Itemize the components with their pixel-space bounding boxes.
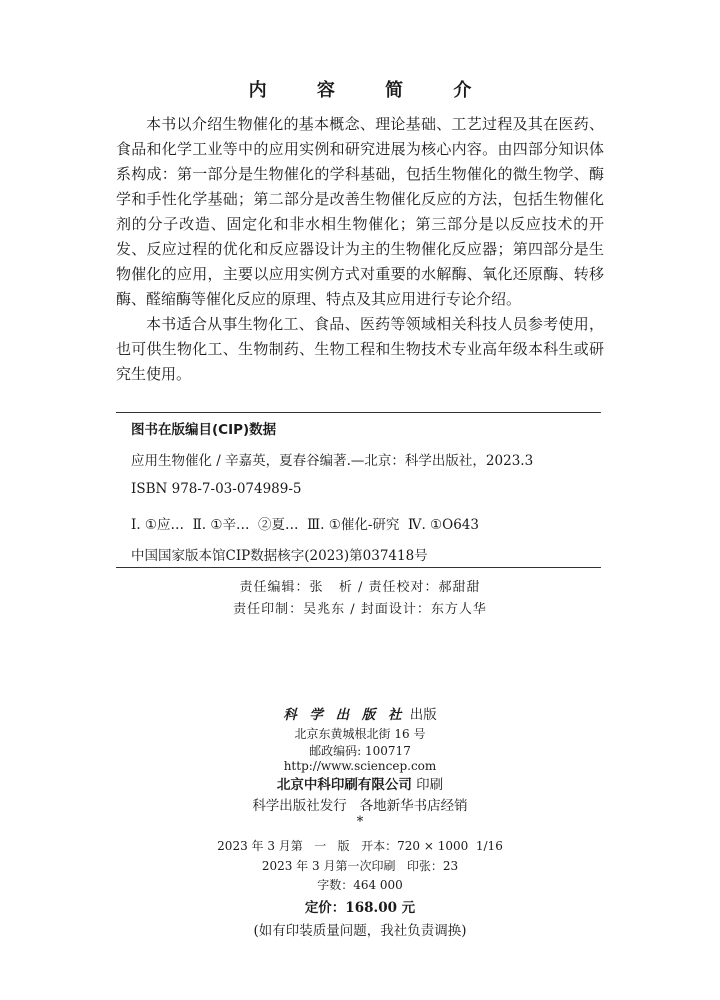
publisher-postcode: 邮政编码: 100717 [309,744,411,758]
printer-line [0,773,720,793]
cip-record-number: 中国国家版本馆CIP数据核字(2023)第037418号 [131,548,428,564]
word-count: 字数：464 000 [317,878,403,892]
staff-editors: 责任编辑：张 析 / 责任校对：郝甜甜 [239,580,481,595]
cip-heading: 图书在版编目(CIP)数据 [131,422,277,438]
publisher-suffix: 出版 [409,707,437,723]
cip-isbn: ISBN 978-7-03-074989-5 [131,481,302,497]
cip-title-line: 应用生物催化 / 辛嘉英，夏春谷编著.—北京：科学出版社，2023.3 [131,453,534,469]
printer-suffix: 印刷 [416,777,444,793]
quality-notice: (如有印装质量问题，我社负责调换) [253,923,467,939]
cip-classification: Ⅰ. ①应… Ⅱ. ①辛… ②夏… Ⅲ. ①催化-研究 Ⅳ. ①O643 [131,517,479,533]
publisher-name: 科 学 出 版 社 [283,707,406,723]
price: 定价：168.00 元 [304,900,416,916]
cip-bottom-rule [116,567,601,568]
cip-top-rule [116,412,601,413]
page-title: 内 容 简 介 [248,80,494,101]
publisher-address: 北京东黄城根北街 16 号 [294,727,426,741]
edition-line: 2023 年 3 月第 一 版 开本：720 × 1000 1/16 [217,839,503,853]
distribution-line: 科学出版社发行 各地新华书店经销 [252,798,468,814]
publisher-website: http://www.sciencep.com [283,759,437,773]
printer-name: 北京中科印刷有限公司 [276,777,412,793]
separator-star: * [356,814,364,830]
printing-line: 2023 年 3 月第一次印刷 印张：23 [261,859,459,873]
staff-printing-design: 责任印制：吴兆东 / 封面设计：东方人华 [233,602,487,617]
publisher-line [0,703,720,723]
summary-text [116,112,604,387]
summary-paragraph-2: 本书适合从事生物化工、食品、医药等领域相关科技人员参考使用，也可供生物化工、生物制药、生物工程和生物技术专业高年级本科生或研究生使用。 [116,315,604,383]
summary-paragraph-1: 本书以介绍生物催化的基本概念、理论基础、工艺过程及其在医药、食品和化学工业等中的应用实例和研究进展为核心内容。由四部分知识体系构成：第一部分是生物催化的学科基础，包括生物催化的微生物学、酶学和手性化学基础；第二部分是改善生物催化反应的方法，包括生物催化剂的分子改造、固定化和非水相生物催化；第三部分是以反应技术的开发、反应过程的优化和反应器设计为主的生物催化反应器；第四部分是生物催化的应用，主要以应用实例方式对重要的水解酶、氧化还原酶、转移酶、醛缩酶等催化反应的原理、特点及其应用进行专论介绍。 [116,115,604,308]
